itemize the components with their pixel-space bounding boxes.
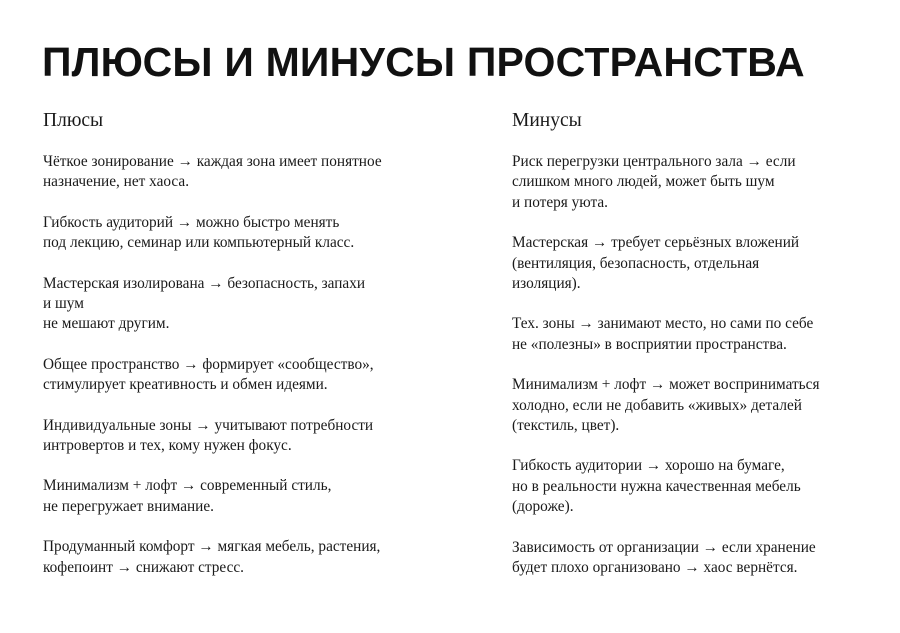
list-item-line: назначение, нет хаоса.	[43, 173, 190, 191]
list-item-line: Общее пространство → формирует «сообщество»,	[43, 355, 374, 373]
list-item-line: но в реальности нужна качественная мебель	[512, 477, 801, 495]
list-item-line: стимулирует креативность и обмен идеями.	[43, 376, 328, 394]
cons-list-item	[512, 152, 872, 213]
list-item-line: Минимализм + лофт → может восприниматься	[512, 376, 820, 394]
pros-list	[43, 152, 463, 578]
pros-column	[43, 109, 463, 598]
cons-list-item	[512, 375, 872, 436]
list-item-line: под лекцию, семинар или компьютерный класс.	[43, 234, 355, 252]
pros-list-item	[43, 274, 463, 335]
list-item-line: Продуманный комфорт → мягкая мебель, растения,	[43, 538, 381, 556]
pros-list-item	[43, 355, 463, 396]
pros-list-item	[43, 416, 463, 457]
pros-list-item	[43, 152, 463, 193]
pros-heading: Плюсы	[43, 110, 104, 131]
list-item-line: Индивидуальные зоны → учитывают потребности	[43, 416, 374, 434]
list-item-line: не «полезны» в восприятии пространства.	[512, 335, 787, 353]
list-item-line: холодно, если не добавить «живых» деталей	[512, 396, 802, 414]
list-item-line: будет плохо организовано → хаос вернётся.	[512, 559, 798, 577]
list-item-line: Риск перегрузки центрального зала → если	[512, 153, 796, 170]
list-item-line: (текстиль, цвет).	[512, 417, 620, 435]
pros-list-item	[43, 213, 463, 254]
list-item-line: и потеря уюта.	[512, 193, 608, 211]
list-item-line: Мастерская → требует серьёзных вложений	[512, 234, 800, 252]
list-item-line: Мастерская изолирована → безопасность, запахи	[43, 274, 366, 292]
list-item-line: Тех. зоны → занимают место, но сами по себе	[512, 315, 814, 333]
list-item-line: Зависимость от организации → если хранение	[512, 538, 816, 556]
cons-list-item	[512, 538, 872, 579]
list-item-line: Гибкость аудиторий → можно быстро менять	[43, 213, 340, 231]
cons-list-item	[512, 456, 872, 517]
list-item-line: интровертов и тех, кому нужен фокус.	[43, 437, 292, 455]
list-item-line: Чёткое зонирование → каждая зона имеет понятное	[43, 153, 382, 170]
list-item-line: слишком много людей, может быть шум	[512, 173, 775, 191]
list-item-line: (вентиляция, безопасность, отдельная	[512, 254, 760, 272]
list-item-line: Минимализм + лофт → современный стиль,	[43, 477, 332, 495]
list-item-line: не мешают другим.	[43, 315, 170, 333]
list-item-line: и шум	[43, 295, 84, 313]
list-item-line: Гибкость аудитории → хорошо на бумаге,	[512, 457, 785, 475]
cons-column	[512, 109, 872, 599]
pros-list-item	[43, 476, 463, 517]
cons-heading: Минусы	[512, 110, 582, 131]
page-title: ПЛЮСЫ И МИНУСЫ ПРОСТРАНСТВА	[42, 39, 805, 85]
list-item-line: кофепоинт → снижают стресс.	[43, 558, 244, 576]
pros-list-item	[43, 537, 463, 578]
list-item-line: изоляция).	[512, 275, 581, 293]
list-item-line: не перегружает внимание.	[43, 497, 214, 515]
cons-list-item	[512, 233, 872, 294]
list-item-line: (дороже).	[512, 498, 574, 516]
cons-list	[512, 152, 872, 579]
cons-list-item	[512, 314, 872, 355]
